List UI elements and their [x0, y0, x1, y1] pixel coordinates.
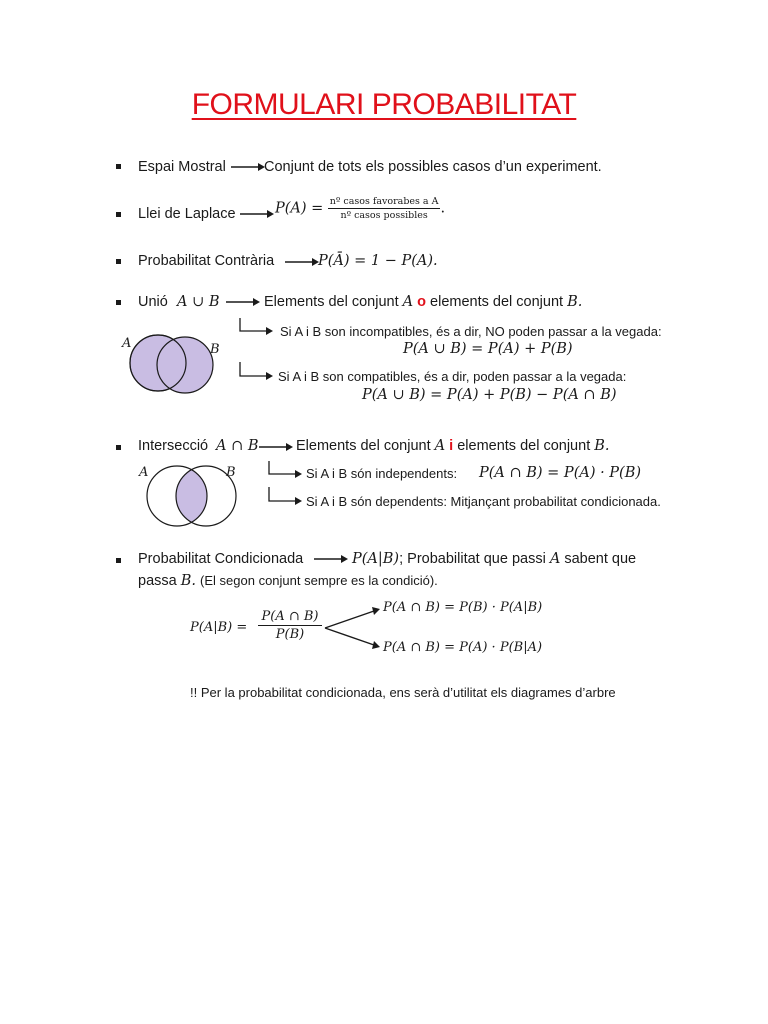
interseccio-desc-2: elements del conjunt	[457, 438, 591, 454]
laplace-denominator: nº casos possibles	[340, 210, 428, 221]
laplace-lhs: P(A) =	[275, 200, 324, 217]
condicionada-var-a: A	[549, 551, 561, 567]
unio-symbol: A ∪ B	[177, 294, 220, 310]
unio-desc-1: Elements del conjunt	[264, 294, 399, 310]
bullet-marker	[116, 558, 121, 563]
condicionada-line2-text: passa	[138, 573, 177, 589]
condicionada-desc-1: ; Probabilitat que passi	[399, 551, 546, 567]
branch-arrow-icon	[268, 461, 302, 481]
unio-desc-2: elements del conjunt	[430, 294, 564, 310]
unio-description	[264, 294, 582, 310]
condicionada-line2	[138, 573, 438, 589]
unio-var-b: B.	[567, 294, 583, 310]
branch-arrow-icon	[268, 487, 302, 507]
laplace-term: Llei de Laplace	[138, 206, 236, 222]
interseccio-symbol: A ∩ B	[216, 438, 259, 454]
branch-arrow-icon	[239, 318, 273, 338]
interseccio-case-dependent: Si A i B són dependents: Mitjançant probabilitat condicionada.	[306, 494, 661, 509]
condicionada-description	[352, 551, 636, 567]
arrow-right-icon	[314, 553, 348, 565]
laplace-formula	[275, 196, 445, 221]
interseccio-var-b: B.	[594, 438, 610, 454]
union-venn-label-a: A	[122, 336, 132, 351]
bullet-marker	[116, 445, 121, 450]
espai-definition: Conjunt de tots els possibles casos d’un experiment.	[264, 159, 602, 175]
arrow-right-icon	[285, 256, 319, 268]
union-venn-label-b: B	[210, 342, 220, 357]
condicionada-denominator: P(B)	[275, 627, 305, 642]
interseccio-var-a: A	[434, 438, 446, 454]
laplace-fraction	[328, 196, 441, 221]
arrow-right-icon	[231, 161, 265, 173]
condicionada-term: Probabilitat Condicionada	[138, 551, 304, 567]
page-title: FORMULARI PROBABILITAT	[191, 88, 577, 121]
condicionada-desc-2: sabent que	[564, 551, 637, 567]
bullet-marker	[116, 300, 121, 305]
bullet-marker	[116, 212, 121, 217]
condicionada-branch-2: P(A ∩ B) = P(A) · P(B|A)	[383, 640, 543, 655]
espai-term: Espai Mostral	[138, 159, 226, 175]
unio-formula-incompatible: P(A ∪ B) = P(A) + P(B)	[403, 341, 573, 357]
bullet-marker	[116, 259, 121, 264]
laplace-numerator: nº casos favorabes a A	[329, 196, 439, 207]
interseccio-conjunction: i	[449, 438, 454, 454]
laplace-end: .	[440, 200, 446, 217]
branch-split-arrows	[323, 602, 383, 654]
branch-arrow-icon	[239, 362, 273, 382]
unio-term: Unió	[138, 294, 168, 310]
interseccio-formula-independent: P(A ∩ B) = P(A) · P(B)	[479, 465, 642, 481]
bullet-marker	[116, 164, 121, 169]
footer-note: !! Per la probabilitat condicionada, ens serà d’utilitat els diagrames d’arbre	[190, 685, 616, 700]
interseccio-description	[296, 438, 610, 454]
condicionada-lhs: P(A|B) =	[190, 620, 248, 635]
contraria-term: Probabilitat Contrària	[138, 253, 275, 269]
interseccio-desc-1: Elements del conjunt	[296, 438, 431, 454]
arrow-right-icon	[240, 208, 274, 220]
contraria-formula: P(Ā) = 1 − P(A).	[318, 253, 438, 269]
unio-case-compatible: Si A i B son compatibles, és a dir, poden passar a la vegada:	[278, 369, 627, 384]
interseccio-case-independent: Si A i B són independents:	[306, 466, 458, 481]
condicionada-numerator: P(A ∩ B)	[258, 609, 322, 626]
arrow-right-icon	[226, 296, 260, 308]
interseccio-term: Intersecció	[138, 438, 209, 454]
condicionada-var-b: B.	[180, 573, 196, 589]
condicionada-symbol: P(A|B)	[352, 551, 400, 567]
unio-conjunction: o	[417, 294, 427, 310]
condicionada-note: (El segon conjunt sempre es la condició).	[200, 573, 438, 588]
condicionada-branch-1: P(A ∩ B) = P(B) · P(A|B)	[383, 600, 543, 615]
unio-case-incompatible: Si A i B son incompatibles, és a dir, NO poden passar a la vegada:	[280, 324, 662, 339]
intersection-venn-label-a: A	[139, 465, 149, 480]
condicionada-fraction	[258, 609, 322, 642]
arrow-right-icon	[259, 441, 293, 453]
unio-var-a: A	[402, 294, 414, 310]
intersection-venn-label-b: B	[226, 465, 236, 480]
unio-formula-compatible: P(A ∪ B) = P(A) + P(B) − P(A ∩ B)	[362, 387, 617, 403]
